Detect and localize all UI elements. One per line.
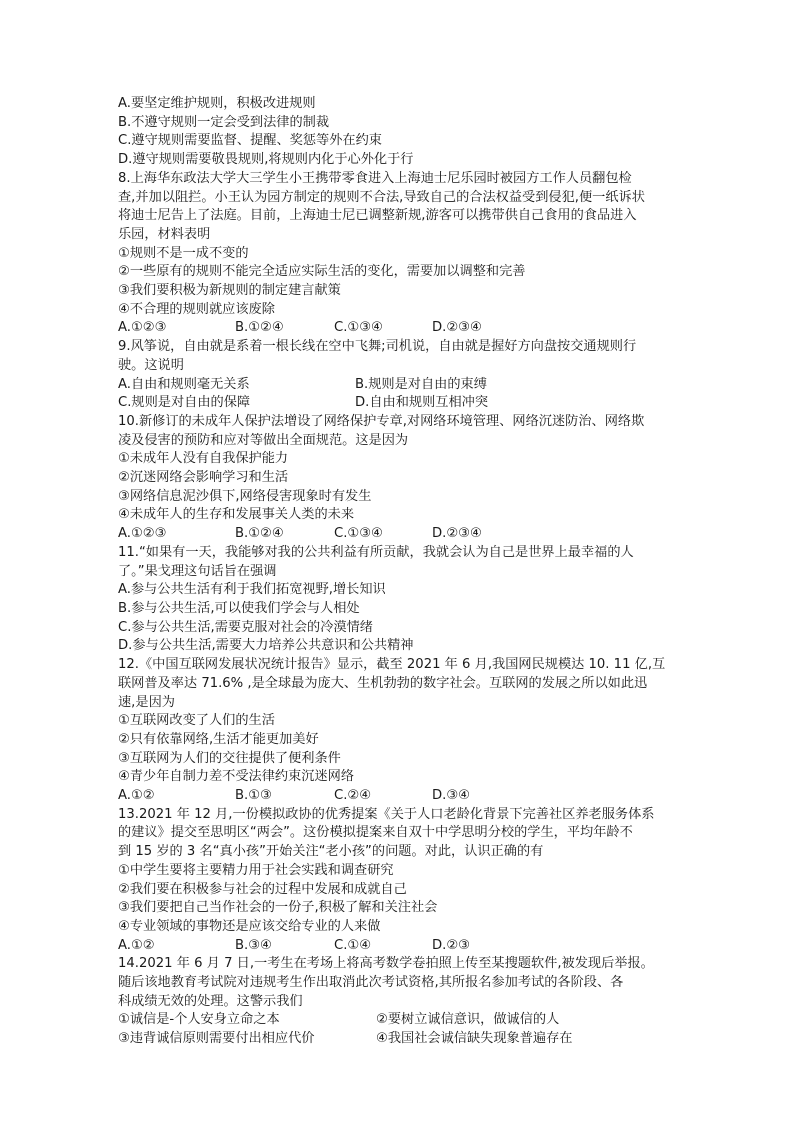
q14-items-row-2: [118, 1030, 688, 1049]
q10-choice-a: A.①②③: [118, 526, 167, 542]
q13-choice-c: C.①④: [334, 937, 372, 953]
q12-item-4: ④青少年自制力差不受法律约束沉迷网络: [118, 769, 355, 785]
q8-item-3: ③我们要积极为新规则的制定建言献策: [118, 283, 341, 299]
q8-choices: [118, 319, 688, 338]
q8-choice-a: A.①②③: [118, 320, 167, 336]
q9-stem-line: 驶。这说明: [118, 357, 184, 373]
q8-choice-b: B.①②④: [235, 320, 284, 336]
q13-choice-a: A.①②: [118, 937, 155, 953]
q12-stem-line: 联网普及率达 71.6% ,是全球最为庞大、生机勃勃的数字社会。互联网的发展之所以如此迅: [118, 675, 648, 691]
q11-option-a: A.参与公共生活有利于我们拓宽视野,增长知识: [118, 582, 386, 598]
q12-stem-line: 速,是因为: [118, 694, 175, 710]
q11-option-c: C.参与公共生活,需要克服对社会的冷漠情绪: [118, 619, 373, 635]
q7-option-a: A.要坚定维护规则，积极改进规则: [118, 96, 316, 111]
q12-item-2: ②只有依靠网络,生活才能更加美好: [118, 731, 319, 747]
q8-stem-line: 8.上海华东政法大学大三学生小王携带零食进入上海迪士尼乐园时被园方工作人员翻包检: [118, 170, 632, 186]
q10-item-3: ③网络信息泥沙俱下,网络侵害现象时有发生: [118, 488, 372, 504]
q10-item-1: ①未成年人没有自我保护能力: [118, 451, 289, 467]
q8-item-2: ②一些原有的规则不能完全适应实际生活的变化，需要加以调整和完善: [118, 264, 526, 280]
q14-stem-line: 14.2021 年 6 月 7 日,一考生在考场上将高考数学卷拍照上传至某搜题软件,被发现后举报。: [118, 956, 654, 972]
q11-option-d: D.参与公共生活,需要大力培养公共意识和公共精神: [118, 638, 414, 654]
q8-item-4: ④不合理的规则就应该废除: [118, 301, 275, 317]
q9-choice-a: A.自由和规则毫无关系: [118, 376, 250, 392]
q12-choice-a: A.①②: [118, 788, 155, 804]
q8-choice-d: D.②③④: [432, 320, 482, 336]
q13-choice-d: D.②③: [432, 937, 470, 953]
q10-stem-line: 10.新修订的未成年人保护法增设了网络保护专章,对网络环境管理、网络沉迷防治、网络欺: [118, 413, 645, 429]
q12-choice-d: D.③④: [432, 788, 470, 804]
question-9: [118, 338, 688, 413]
q13-stem-line: 到 15 岁的 3 名“真小孩”开始关注“老小孩”的问题。对此，认识正确的有: [118, 844, 544, 860]
question-14: [118, 955, 688, 1049]
q10-stem-line: 凌及侵害的预防和应对等做出全面规范。这是因为: [118, 432, 409, 448]
question-11: [118, 544, 688, 656]
q14-item-4: ④我国社会诚信缺失现象普遍存在: [376, 1031, 573, 1047]
q11-stem-line: 了。”果戈理这句话旨在强调: [118, 563, 277, 579]
q10-choice-c: C.①③④: [334, 526, 383, 542]
question-10: [118, 413, 688, 544]
q12-choice-b: B.①③: [235, 788, 272, 804]
q13-item-1: ①中学生要将主要精力用于社会实践和调查研究: [118, 862, 394, 878]
q10-item-4: ④未成年人的生存和发展事关人类的未来: [118, 507, 355, 523]
q10-choice-d: D.②③④: [432, 526, 482, 542]
q7-option-d: D.遵守规则需要敬畏规则,将规则内化于心外化于行: [118, 152, 414, 168]
q9-choice-c: C.规则是对自由的保障: [118, 395, 251, 411]
q9-choice-d: D.自由和规则互相冲突: [355, 395, 489, 411]
q7-options: [118, 95, 688, 170]
q14-item-1: ①诚信是-个人安身立命之本: [118, 1012, 280, 1028]
q12-choice-c: C.②④: [334, 788, 372, 804]
q9-choices-row-1: [118, 376, 688, 395]
question-12: [118, 656, 688, 806]
q13-item-4: ④专业领域的事物还是应该交给专业的人来做: [118, 918, 381, 934]
q12-stem-line: 12.《中国互联网发展状况统计报告》显示，截至 2021 年 6 月,我国网民规模达 10. 11 亿,互: [118, 657, 666, 673]
q13-choice-b: B.③④: [235, 937, 272, 953]
q14-item-2: ②要树立诚信意识，做诚信的人: [376, 1012, 560, 1028]
question-13: [118, 806, 688, 956]
q7-option-c: C.遵守规则需要监督、提醒、奖惩等外在约束: [118, 133, 382, 149]
q13-choices: [118, 937, 688, 956]
q13-stem-line: 13.2021 年 12 月,一份模拟政协的优秀提案《关于人口老龄化背景下完善社区养老服务体系: [118, 806, 655, 822]
q7-option-b: B.不遵守规则一定会受到法律的制裁: [118, 114, 330, 130]
question-8: [118, 170, 688, 338]
q9-choices-row-2: [118, 394, 688, 413]
q14-stem-line: 科成绩无效的处理。这警示我们: [118, 993, 303, 1009]
q9-stem-line: 9.风筝说，自由就是系着一根长线在空中飞舞;司机说，自由就是握好方向盘按交通规则行: [118, 339, 637, 355]
q11-option-b: B.参与公共生活,可以使我们学会与人相处: [118, 600, 360, 616]
q12-item-3: ③互联网为人们的交往提供了便利条件: [118, 750, 341, 766]
q13-item-2: ②我们要在积极参与社会的过程中发展和成就自己: [118, 881, 407, 897]
q12-choices: [118, 787, 688, 806]
q8-stem-line: 查,并加以阻拦。小王认为园方制定的规则不合法,导致自己的合法权益受到侵犯,便一纸诉状: [118, 189, 645, 205]
q8-stem-line: 将迪士尼告上了法庭。目前，上海迪士尼已调整新规,游客可以携带供自己食用的食品进入: [118, 208, 637, 224]
q8-item-1: ①规则不是一成不变的: [118, 245, 249, 261]
q8-stem-line: 乐园，材料表明: [118, 226, 211, 242]
q13-stem-line: 的建议》提交至思明区“两会”。这份模拟提案来自双十中学思明分校的学生，平均年龄不: [118, 825, 633, 841]
q8-choice-c: C.①③④: [334, 320, 383, 336]
q10-choices: [118, 525, 688, 544]
q14-items-row-1: [118, 1011, 688, 1030]
q10-item-2: ②沉迷网络会影响学习和生活: [118, 470, 289, 486]
q11-stem-line: 11.“如果有一天，我能够对我的公共利益有所贡献，我就会认为自己是世界上最幸福的人: [118, 544, 634, 560]
q12-item-1: ①互联网改变了人们的生活: [118, 713, 275, 729]
q14-stem-line: 随后该地教育考试院对违规考生作出取消此次考试资格,其所报名参加考试的各阶段、各: [118, 975, 624, 991]
q9-choice-b: B.规则是对自由的束缚: [355, 376, 487, 392]
q13-item-3: ③我们要把自己当作社会的一份子,积极了解和关注社会: [118, 900, 438, 916]
q14-item-3: ③违背诚信原则需要付出相应代价: [118, 1031, 315, 1047]
q10-choice-b: B.①②④: [235, 526, 284, 542]
exam-content: [118, 95, 688, 1049]
